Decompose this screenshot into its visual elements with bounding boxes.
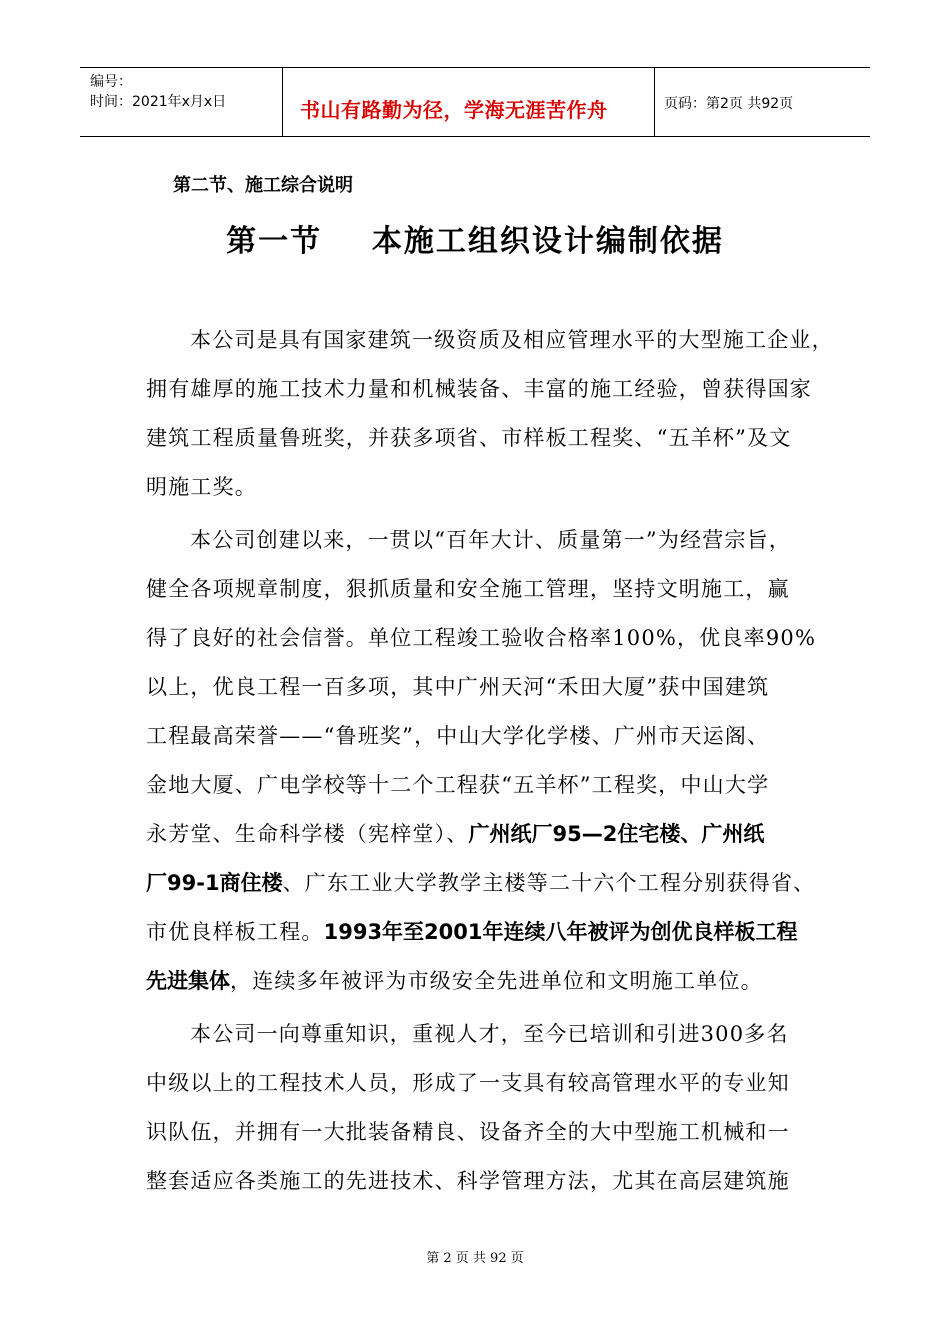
paragraph-line [146,810,812,859]
paragraph-line: 以上，优良工程一百多项，其中广州天河“禾田大厦”获中国建筑 [146,675,770,699]
bold-highlight: 广州纸厂95—2住宅楼、广州纸 [468,822,765,846]
document-date-label: 时间：2021年x月x日 [90,94,227,110]
document-body [146,316,834,1206]
paragraph-line: 拥有雄厚的施工技术力量和机械装备、丰富的施工经验，曾获得国家 [146,377,812,401]
header-motto: 书山有路勤为径，学海无涯苦作舟 [300,98,608,122]
plain-text: ，连续多年被评为市级安全先进单位和文明施工单位。 [230,969,763,993]
header-page-info: 页码：第2页 共92页 [664,96,794,112]
document-header-table [80,67,870,137]
bold-highlight: 1993年至2001年连续八年被评为创优良样板工程 [323,920,798,944]
paragraph-line [146,859,816,908]
bold-highlight: 先进集体 [146,969,230,993]
document-number-label: 编号： [90,74,132,90]
bold-highlight: 厂99-1商住楼 [146,871,283,895]
paragraph-line: 健全各项规章制度，狠抓质量和安全施工管理，坚持文明施工，赢 [146,577,790,601]
paragraph-line [146,957,812,1006]
paragraph-line: 得了良好的社会信誉。单位工程竣工验收合格率100%，优良率90% [146,626,817,650]
plain-text: 永芳堂、生命科学楼（宪梓堂）、 [146,822,469,846]
page-footer: 第 2 页 共 92 页 [426,1251,524,1266]
paragraph-line: 本公司是具有国家建筑一级资质及相应管理水平的大型施工企业， [190,328,834,352]
plain-text: 市优良样板工程。 [146,920,324,944]
header-meta-cell [80,68,283,136]
paragraph-line: 中级以上的工程技术人员，形成了一支具有较高管理水平的专业知 [146,1071,790,1095]
paragraph-line: 识队伍，并拥有一大批装备精良、设备齐全的大中型施工机械和一 [146,1120,790,1144]
section-heading: 第二节、施工综合说明 [173,175,353,196]
paragraph-line: 本公司创建以来，一贯以“百年大计、质量第一”为经营宗旨， [190,528,792,552]
header-page-cell [654,68,870,136]
chapter-title: 第一节 本施工组织设计编制依据 [226,224,724,259]
paragraph-line: 本公司一向尊重知识，重视人才，至今已培训和引进300多名 [190,1022,789,1046]
paragraph-line: 金地大厦、广电学校等十二个工程获“五羊杯”工程奖，中山大学 [146,773,770,797]
header-motto-cell [282,68,655,136]
paragraph-line: 工程最高荣誉——“鲁班奖”，中山大学化学楼、广州市天运阁、 [146,724,770,748]
paragraph-line: 整套适应各类施工的先进技术、科学管理方法，尤其在高层建筑施 [146,1169,790,1193]
paragraph-line: 建筑工程质量鲁班奖，并获多项省、市样板工程奖、“五羊杯”及文 [146,426,792,450]
paragraph-line [146,908,812,957]
paragraph-line: 明施工奖。 [146,475,257,499]
plain-text: 、广东工业大学教学主楼等二十六个工程分别获得省、 [282,871,816,895]
